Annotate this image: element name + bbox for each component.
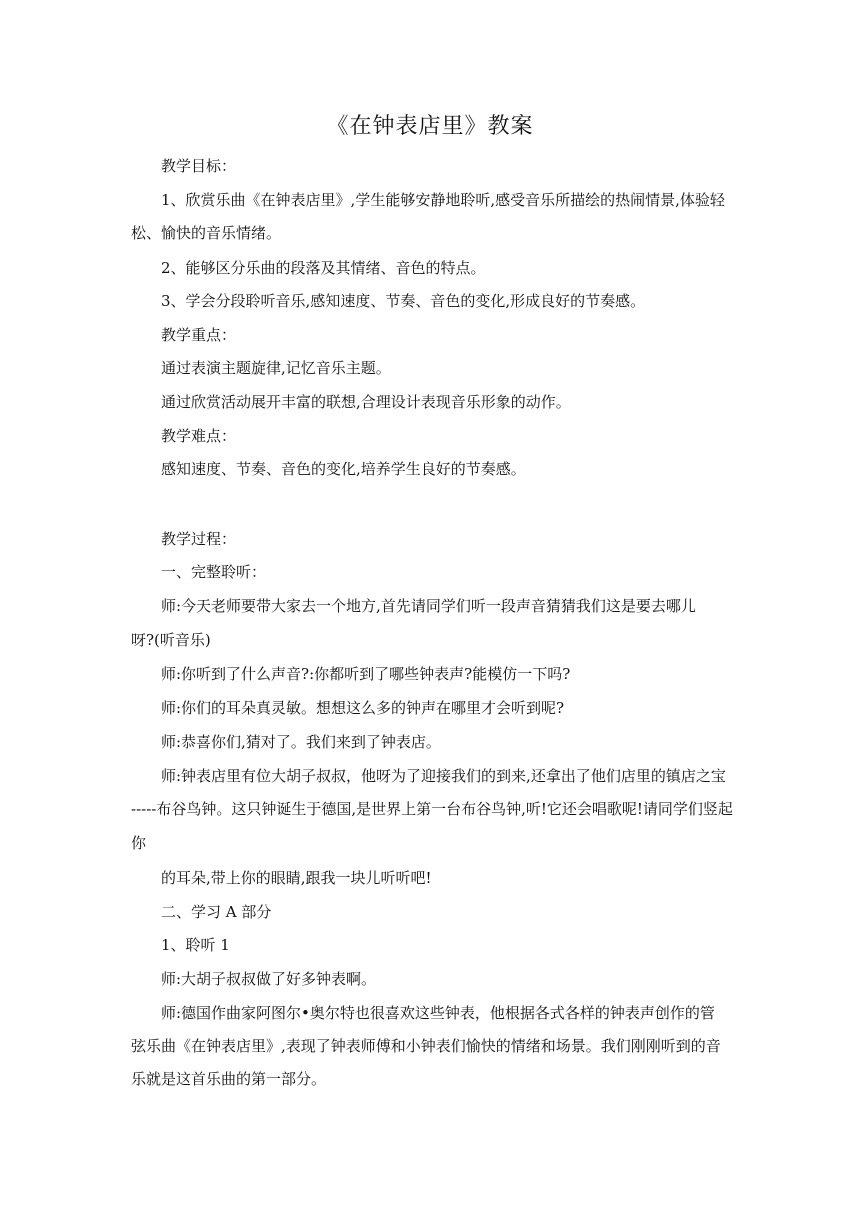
paragraph-line: 你 [131,834,147,852]
paragraph-line: 师:德国作曲家阿图尔•奥尔特也很喜欢这些钟表，他根据各式各样的钟表声创作的管 [161,1004,715,1022]
paragraph-line: -----布谷鸟钟。这只钟诞生于德国,是世界上第一台布谷鸟钟,听!它还会唱歌呢!请同学们竖起 [131,800,733,818]
paragraph-line: 师:恭喜你们,猜对了。我们来到了钟表店。 [161,733,441,751]
document-title: 《在钟表店里》教案 [326,114,534,139]
paragraph-line: 师:今天老师要带大家去一个地方,首先请同学们听一段声音猜猜我们这是要去哪儿 [161,597,696,615]
paragraph-line: 通过表演主题旋律,记忆音乐主题。 [161,359,391,377]
paragraph-line: 师:你们的耳朵真灵敏。想想这么多的钟声在哪里才会听到呢? [161,699,565,717]
section-heading-objectives: 教学目标： [161,157,237,175]
paragraph-line: 弦乐曲《在钟表店里》,表现了钟表师傅和小钟表们愉快的情绪和场景。我们刚刚听到的音 [131,1037,721,1055]
paragraph-line: 感知速度、节奏、音色的变化,培养学生良好的节奏感。 [161,460,526,478]
paragraph-line: 呀?(听音乐) [131,631,211,649]
paragraph-line: 1、欣赏乐曲《在钟表店里》,学生能够安静地聆听,感受音乐所描绘的热闹情景,体验轻 [161,191,725,209]
subsection-heading: 1、聆听 1 [161,936,230,954]
paragraph-line: 通过欣赏活动展开丰富的联想,合理设计表现音乐形象的动作。 [161,393,571,411]
paragraph-line: 乐就是这首乐曲的第一部分。 [131,1070,327,1088]
paragraph-line: 松、愉快的音乐情绪。 [131,224,282,242]
paragraph-line: 师:大胡子叔叔做了好多钟表啊。 [161,970,377,988]
paragraph-line: 2、能够区分乐曲的段落及其情绪、音色的特点。 [161,259,486,277]
paragraph-line: 3、学会分段聆听音乐,感知速度、节奏、音色的变化,形成良好的节奏感。 [161,292,646,310]
section-heading-process: 教学过程： [161,530,237,548]
paragraph-line: 师:钟表店里有位大胡子叔叔，他呀为了迎接我们的到来,还拿出了他们店里的镇店之宝 [161,767,726,785]
section-heading-key-points: 教学重点： [161,326,237,344]
paragraph-line: 的耳朵,带上你的眼睛,跟我一块儿听听吧! [161,869,432,887]
paragraph-line: 师:你听到了什么声音?:你都听到了哪些钟表声?能模仿一下吗? [161,665,571,683]
subsection-heading: 一、完整聆听： [161,563,267,581]
subsection-heading: 二、学习 A 部分 [161,903,272,921]
section-heading-difficulties: 教学难点： [161,427,237,445]
